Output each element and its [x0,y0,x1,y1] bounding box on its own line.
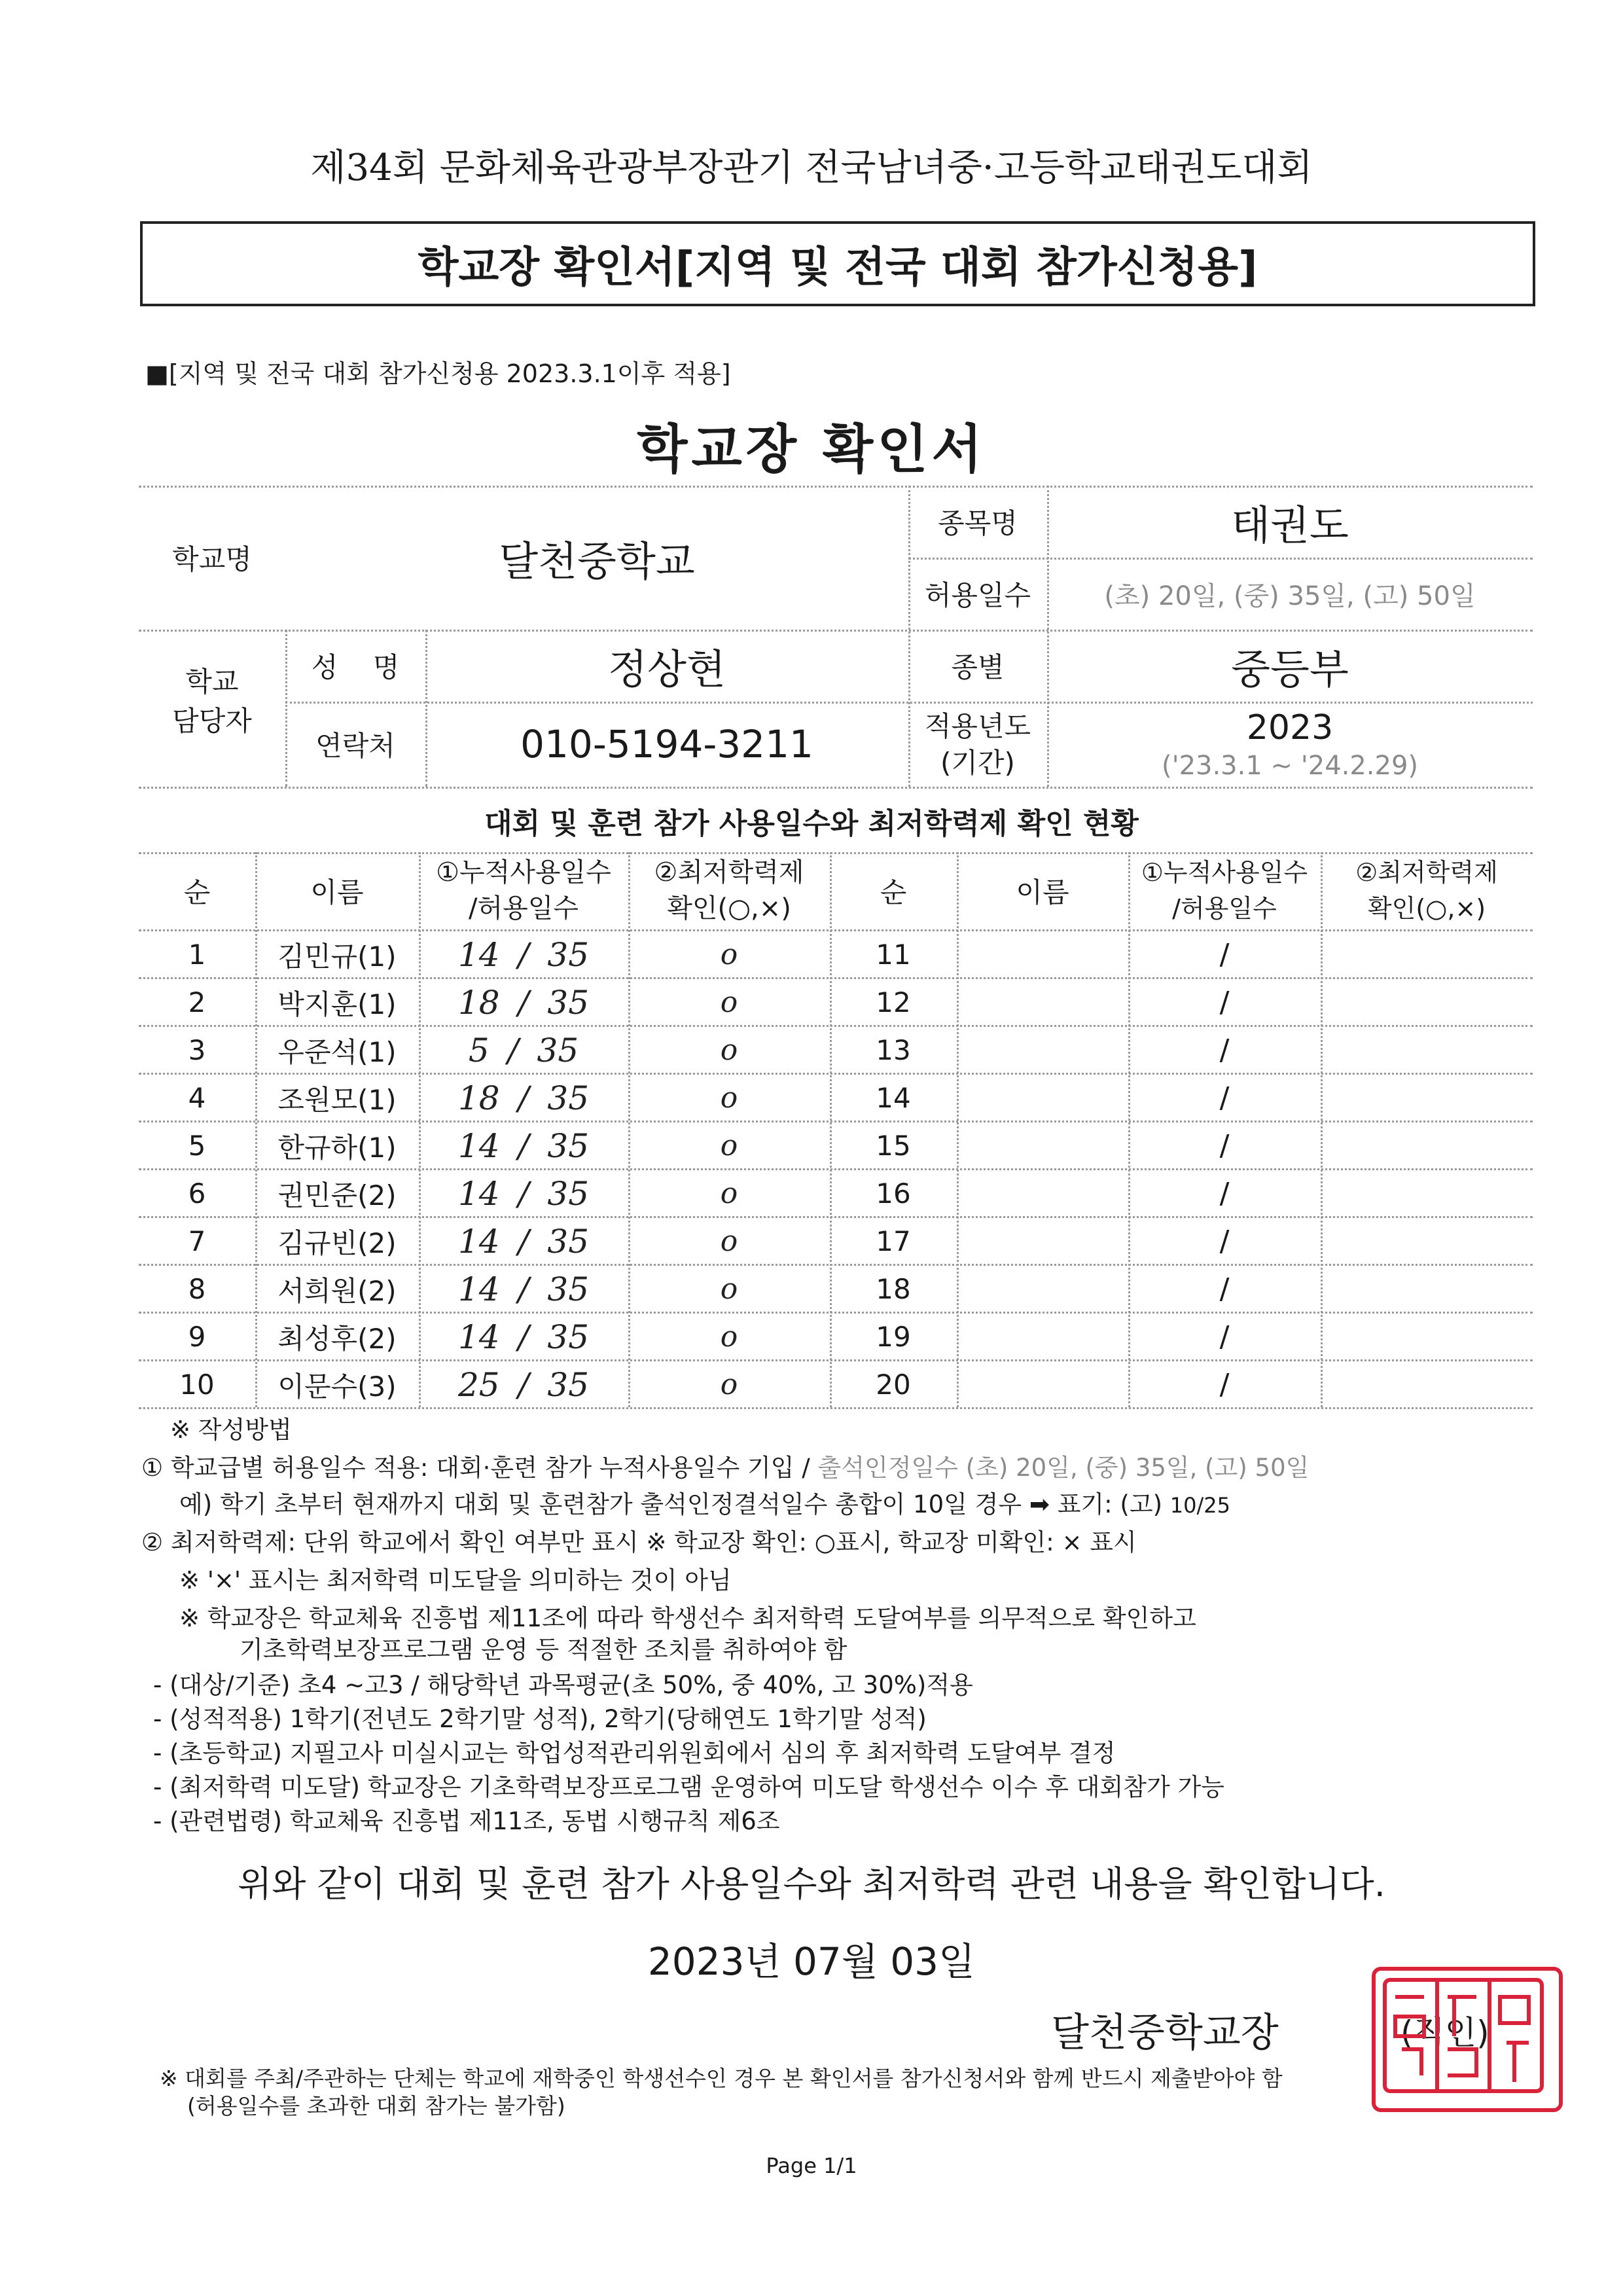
row-slash: / [1219,938,1230,971]
row-slash: / [518,1174,529,1213]
row-check: o [720,1272,738,1306]
main-title: 학교장 확인서 [637,419,986,480]
allowed-label: 허용일수 [924,579,1031,611]
event-title: 제34회 문화체육관광부장관기 전국남녀중·고등학교태권도대회 [310,147,1313,189]
row-no: 10 [179,1369,215,1401]
row-slash: / [1219,1225,1230,1258]
school-label: 학교명 [172,543,252,575]
row-used: 25 [457,1365,500,1404]
row-no: 5 [188,1130,206,1162]
contact-value: 010-5194-3211 [520,722,813,766]
row-check: o [720,1225,738,1258]
detail-2: - (성적적용) 1학기(전년도 2학기말 성적), 2학기(당해연도 1학기말 성적) [153,1705,927,1733]
row-no: 12 [876,986,911,1018]
seal-mark: (직인) [1400,2014,1489,2052]
col-days-right [1128,855,1321,927]
row-no: 13 [876,1034,911,1066]
note-1b-frac: 10/25 [1169,1493,1230,1518]
col-no-right: 순 [880,876,907,908]
detail-5: - (관련법령) 학교체육 진흥법 제11조, 동법 시행규칙 제6조 [153,1807,780,1835]
note-4b: 기초학력보장프로그램 운영 등 적절한 조치를 취하여야 함 [240,1636,847,1664]
row-days [419,1362,628,1407]
row-divider [139,1312,1533,1314]
row-allowed: 35 [547,983,590,1022]
row-slash: / [507,1031,519,1069]
manager-label-2: 담당자 [172,705,252,737]
row-no: 17 [876,1225,911,1257]
row-no: 20 [876,1369,911,1401]
row-slash: / [1219,1272,1230,1306]
sport-label: 종목명 [938,507,1018,539]
col-no-left: 순 [183,876,211,908]
detail-3: - (초등학교) 지필고사 미실시교는 학업성적관리위원회에서 심의 후 최저학력 도달여부 결정 [153,1739,1116,1767]
row-allowed: 35 [547,1365,590,1404]
row-slash: / [518,1222,529,1261]
row-no: 14 [876,1082,911,1114]
box-title: 학교장 확인서[지역 및 전국 대회 참가신청용] [418,243,1258,292]
row-used: 5 [468,1031,490,1069]
confirm-statement: 위와 같이 대회 및 훈련 참가 사용일수와 최저학력 관련 내용을 확인합니다. [238,1863,1385,1905]
year-label [908,708,1047,781]
arrow-right-icon: ➡ [1029,1490,1050,1518]
sport-value: 태권도 [1231,501,1349,549]
footer-note-1: ※ 대회를 주최/주관하는 단체는 학교에 재학중인 학생선수인 경우 본 확인서를 참가신청서와 함께 반드시 제출받아야 함 [160,2066,1283,2091]
row-used: 14 [457,1174,500,1213]
row-days [419,1075,628,1121]
row-no: 2 [188,986,206,1018]
col-min-right [1321,855,1533,927]
row-divider [139,1168,1533,1170]
row-check: o [720,1368,738,1401]
row-check: o [720,1081,738,1115]
row-slash: / [1219,1033,1230,1067]
note-1b [179,1484,1230,1520]
col-min-right-2: 확인(○,×) [1367,894,1486,923]
row-check: o [720,1320,738,1354]
row-check: o [720,986,738,1019]
row-slash: / [1219,986,1230,1019]
note-2: ② 최저학력제: 단위 학교에서 확인 여부만 표시 ※ 학교장 확인: ○표시, 학교장 미확인: × 표시 [141,1528,1137,1556]
row-name: 김규빈(2) [277,1227,397,1259]
row-no: 18 [876,1273,911,1305]
division-value: 중등부 [1231,645,1349,693]
row-no: 16 [876,1177,911,1210]
row-name: 우준석(1) [277,1035,397,1068]
row-divider [139,1359,1533,1361]
page-number: Page 1/1 [766,2153,857,2178]
sub-note: ■[지역 및 전국 대회 참가신청용 2023.3.1이후 적용] [145,359,731,388]
row-allowed: 35 [547,1126,590,1165]
row-days [419,980,628,1025]
seal-pattern [1376,1971,1551,2100]
row-allowed: 35 [537,1031,579,1069]
row-used: 14 [457,1126,500,1165]
row-divider [139,1025,1533,1027]
col-days-right-1: ①누적사용일수 [1141,858,1308,887]
row-days [419,1171,628,1216]
row-slash: / [518,1270,529,1308]
row-no: 11 [876,939,911,971]
footer-note-2: (허용일수를 초과한 대회 참가는 불가함) [187,2093,565,2119]
row-slash: / [1219,1320,1230,1354]
row-divider [139,1121,1533,1122]
col-min-left-1: ②최저학력제 [654,857,804,888]
row-allowed: 35 [547,1318,590,1356]
row-check: o [720,1129,738,1162]
notes-heading: ※ 작성방법 [170,1416,292,1444]
row-allowed: 35 [547,935,590,974]
row-slash: / [518,1365,529,1404]
confirm-date: 2023년 07월 03일 [647,1939,976,1984]
detail-1: - (대상/기준) 초4 ~고3 / 해당학년 과목평균(초 50%, 중 40%, 고 30%)적용 [153,1671,973,1699]
row-divider [139,977,1533,979]
year-value: 2023 [1246,708,1334,747]
principal-name: 달천중학교장 [1051,2010,1279,2056]
col-days-left-1: ①누적사용일수 [436,857,611,888]
row-slash: / [1219,1177,1230,1210]
manager-label-1: 학교 [185,666,239,698]
row-no: 15 [876,1130,911,1162]
row-slash: / [518,983,529,1022]
school-name: 달천중학교 [499,537,695,585]
col-name-right: 이름 [1016,876,1069,908]
row-days [419,1266,628,1312]
row-used: 14 [457,1270,500,1308]
row-slash: / [518,1126,529,1165]
col-days-left [419,855,628,927]
row-name: 최성후(2) [277,1322,397,1355]
row-name: 박지훈(1) [277,988,397,1020]
note-3: ※ '×' 표시는 최저학력 미도달을 의미하는 것이 아님 [179,1566,732,1594]
row-days [419,1123,628,1168]
row-no: 1 [188,939,206,971]
row-no: 19 [876,1321,911,1353]
row-no: 7 [188,1225,206,1257]
row-slash: / [518,935,529,974]
row-days [419,1314,628,1359]
col-min-right-1: ②최저학력제 [1355,858,1498,887]
row-no: 8 [188,1273,206,1305]
col-days-right-2: /허용일수 [1172,894,1277,923]
year-period: ('23.3.1 ~ '24.2.29) [1161,751,1419,781]
row-slash: / [1219,1081,1230,1115]
year-value-block [1047,707,1533,783]
row-name: 김민규(1) [277,940,397,973]
row-allowed: 35 [547,1270,590,1308]
row-divider [139,1264,1533,1266]
row-allowed: 35 [547,1174,590,1213]
note-1a-gray: 출석인정일수 (초) 20일, (중) 35일, (고) 50일 [817,1454,1310,1482]
row-name: 권민준(2) [277,1179,397,1211]
row-divider [139,1216,1533,1218]
row-no: 9 [188,1321,206,1353]
col-name-left: 이름 [310,876,364,908]
note-1b-text: 예) 학기 초부터 현재까지 대회 및 훈련참가 출석인정결석일수 총합이 10일 경우 [179,1490,1022,1518]
row-used: 14 [457,1222,500,1261]
row-slash: / [518,1318,529,1356]
table-title: 대회 및 훈련 참가 사용일수와 최저학력제 확인 현황 [484,807,1139,840]
title-box [140,221,1535,306]
row-allowed: 35 [547,1222,590,1261]
manager-label [139,662,285,741]
row-name: 조원모(1) [277,1083,397,1116]
year-label-2: (기간) [940,747,1015,779]
detail-4: - (최저학력 미도달) 학교장은 기초학력보장프로그램 운영하여 미도달 학생선수 이수 후 대회참가 가능 [153,1773,1225,1801]
row-check: o [720,1033,738,1067]
col-days-left-2: /허용일수 [468,893,579,924]
division-label: 종별 [951,651,1005,683]
note-1b-tail: 표기: (고) [1057,1490,1163,1518]
contact-label: 연락처 [315,730,395,762]
row-used: 18 [457,1079,500,1117]
row-name: 서희원(2) [277,1274,397,1307]
note-1a-text: ① 학교급별 허용일수 적용: 대회·훈련 참가 누적사용일수 기입 / [141,1454,810,1482]
row-slash: / [518,1079,529,1117]
row-check: o [720,1177,738,1210]
row-no: 6 [188,1177,206,1210]
note-1a [141,1448,1309,1483]
allowed-value: (초) 20일, (중) 35일, (고) 50일 [1104,581,1476,611]
row-used: 14 [457,1318,500,1356]
row-used: 18 [457,983,500,1022]
official-seal [1372,1967,1563,2112]
name-label: 성 명 [311,651,400,683]
name-value: 정상현 [608,645,726,693]
row-no: 3 [188,1034,206,1066]
row-used: 14 [457,935,500,974]
row-slash: / [1219,1368,1230,1401]
note-4a: ※ 학교장은 학교체육 진흥법 제11조에 따라 학생선수 최저학력 도달여부를 의무적으로 확인하고 [179,1604,1196,1632]
col-min-left [628,855,830,927]
row-allowed: 35 [547,1079,590,1117]
row-name: 이문수(3) [277,1370,397,1403]
col-min-left-2: 확인(○,×) [667,893,791,924]
row-divider [139,1073,1533,1075]
row-name: 한규하(1) [277,1131,397,1164]
row-days [419,1028,628,1073]
row-check: o [720,938,738,971]
row-days [419,1219,628,1264]
row-no: 4 [188,1082,206,1114]
year-label-1: 적용년도 [924,710,1031,742]
row-slash: / [1219,1129,1230,1162]
row-days [419,932,628,977]
